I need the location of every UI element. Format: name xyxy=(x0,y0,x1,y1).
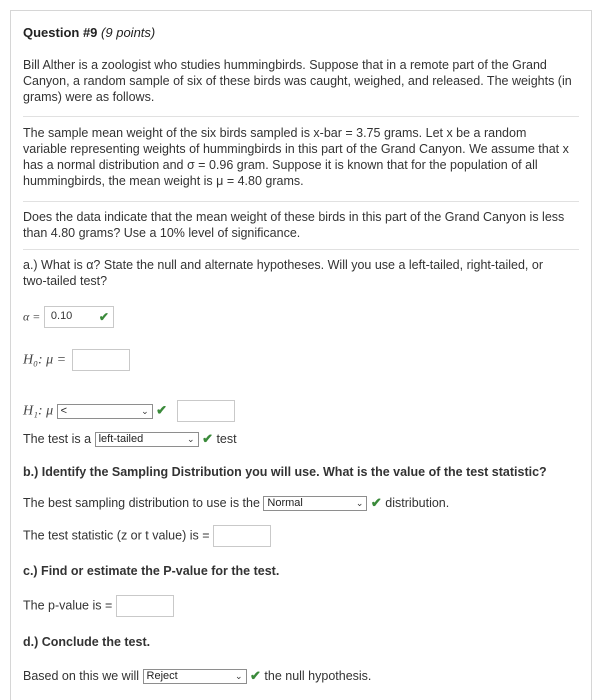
divider xyxy=(23,201,579,202)
test-statistic-row xyxy=(23,525,271,547)
h1-input[interactable] xyxy=(177,400,235,422)
h1-operator-select[interactable] xyxy=(57,404,153,419)
check-icon: ✔ xyxy=(202,431,213,446)
distribution-prefix: The best sampling distribution to use is the xyxy=(23,496,260,510)
h0-label: H₀: μ = xyxy=(23,352,67,368)
question-card xyxy=(10,10,592,700)
divider xyxy=(23,116,579,117)
distribution-suffix: distribution. xyxy=(385,496,450,510)
chevron-down-icon: ⌄ xyxy=(355,498,364,509)
pvalue-input[interactable] xyxy=(116,595,174,617)
alpha-label: α = xyxy=(23,309,41,324)
test-statistic-input[interactable] xyxy=(213,525,271,547)
test-type-select[interactable] xyxy=(95,432,199,447)
mean-paragraph: The sample mean weight of the six birds sampled is x-bar = 3.75 grams. Let x be a random variable representing weights of hummingbirds in this part of the Grand Canyon. We assume that x has a normal distribution and σ = 0.96 gram. Suppose it is known that for the population of all hummingbirds, the mean weight is μ = 4.80 grams. xyxy=(23,126,569,188)
h1-label: H₁: μ xyxy=(23,403,54,419)
test-suffix: test xyxy=(216,432,237,446)
check-icon: ✔ xyxy=(156,402,168,418)
h1-row xyxy=(23,400,235,422)
question-number: Question #9 xyxy=(23,25,98,40)
conclusion-row xyxy=(23,668,371,684)
question-points: (9 points) xyxy=(101,25,156,40)
distribution-row xyxy=(23,495,449,511)
test-type-value: left-tailed xyxy=(98,433,144,446)
check-icon: ✔ xyxy=(250,668,261,683)
question-title xyxy=(23,25,155,40)
h1-operator-value: < xyxy=(60,404,68,417)
test-type-row xyxy=(23,431,237,447)
alpha-row xyxy=(23,306,114,328)
intro-paragraph: Bill Alther is a zoologist who studies hummingbirds. Suppose that in a remote part of the Grand Canyon, a random sample of six of these birds was caught, weighed, and released. The weights (in grams) were as follows. xyxy=(23,58,572,104)
pvalue-row xyxy=(23,595,174,617)
question-paragraph: Does the data indicate that the mean weight of these birds in this part of the Grand Canyon is less than 4.80 grams? Use a 10% level of significance. xyxy=(23,210,565,240)
alpha-value: 0.10 xyxy=(50,310,73,322)
test-statistic-label: The test statistic (z or t value) is = xyxy=(23,528,210,543)
pvalue-label: The p-value is = xyxy=(23,598,113,613)
h0-input[interactable] xyxy=(72,349,130,371)
conclusion-suffix: the null hypothesis. xyxy=(264,669,372,683)
h0-row xyxy=(23,349,130,371)
distribution-select[interactable] xyxy=(263,496,367,511)
chevron-down-icon: ⌄ xyxy=(141,405,149,416)
chevron-down-icon: ⌄ xyxy=(234,671,243,682)
alpha-input[interactable] xyxy=(44,306,114,328)
part-b-prompt: b.) Identify the Sampling Distribution you will use. What is the value of the test statistic? xyxy=(23,465,547,479)
divider xyxy=(23,249,579,250)
part-d-prompt: d.) Conclude the test. xyxy=(23,635,151,649)
check-icon: ✔ xyxy=(370,495,382,510)
part-c-prompt: c.) Find or estimate the P-value for the test. xyxy=(23,564,280,578)
check-icon: ✔ xyxy=(98,310,109,324)
test-prefix: The test is a xyxy=(23,432,92,446)
chevron-down-icon: ⌄ xyxy=(187,434,195,445)
conclusion-value: Reject xyxy=(146,670,178,683)
conclusion-prefix: Based on this we will xyxy=(23,669,140,683)
distribution-value: Normal xyxy=(267,497,303,510)
conclusion-select[interactable] xyxy=(143,669,247,684)
part-a-prompt: a.) What is α? State the null and alternate hypotheses. Will you use a left-tailed, right-tailed, or two-tailed test? xyxy=(23,258,543,288)
